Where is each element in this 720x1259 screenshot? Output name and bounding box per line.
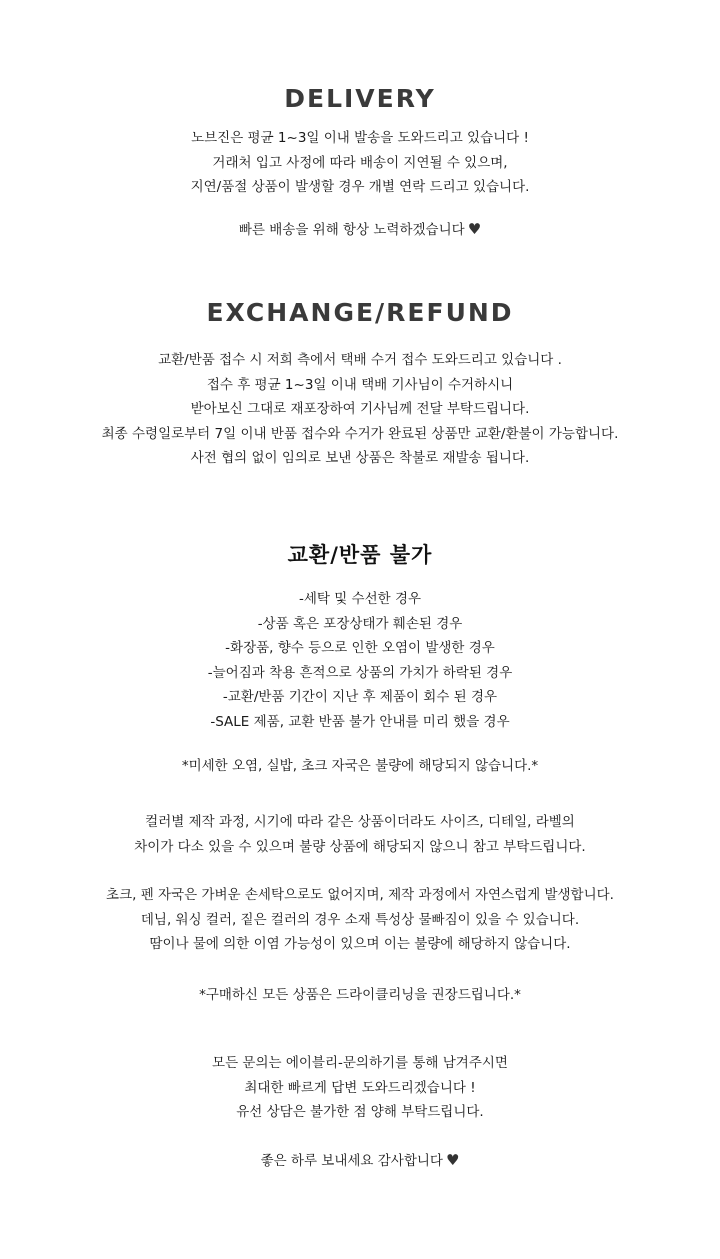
contact-line: 최대한 빠르게 답변 도와드리겠습니다 ! <box>244 1079 476 1096</box>
black-heart-icon: ♥ <box>467 220 482 238</box>
delivery-title: DELIVERY <box>284 84 436 113</box>
no-return-case: -SALE 제품, 교환 반품 불가 안내를 미리 했을 경우 <box>210 713 510 730</box>
care-line: 초크, 펜 자국은 가벼운 손세탁으로도 없어지며, 제작 과정에서 자연스럽게 발생합니다. <box>106 887 614 903</box>
no-return-cases <box>0 587 720 734</box>
care-line: 데님, 워싱 컬러, 짙은 컬러의 경우 소재 특성상 물빠짐이 있을 수 있습니다. <box>140 911 580 928</box>
delivery-line: 지연/품절 상품이 발생할 경우 개별 연락 드리고 있습니다. <box>190 179 530 195</box>
variation-paragraph <box>0 810 720 859</box>
no-return-title: 교환/반품 불가 <box>287 543 433 567</box>
no-return-case: -늘어짐과 착용 흔적으로 상품의 가치가 하락된 경우 <box>207 664 513 681</box>
delivery-closing-text: 빠른 배송을 위해 항상 노력하겠습니다 <box>238 222 465 238</box>
exchange-line: 받아보신 그대로 재포장하여 기사님께 전달 부탁드립니다. <box>190 401 530 417</box>
contact-line: 모든 문의는 에이블리-문의하기를 통해 남겨주시면 <box>212 1055 508 1071</box>
no-return-case: -세탁 및 수선한 경우 <box>298 591 422 607</box>
exchange-title: EXCHANGE/REFUND <box>206 298 514 327</box>
delivery-closing <box>0 217 720 243</box>
care-line: 땀이나 물에 의한 이염 가능성이 있으며 이는 불량에 해당하지 않습니다. <box>149 936 571 952</box>
defect-note <box>0 754 720 779</box>
contact-closing <box>0 1148 720 1174</box>
contact-line: 유선 상담은 불가한 점 양해 부탁드립니다. <box>236 1104 484 1120</box>
variation-line: 차이가 다소 있을 수 있으며 불량 상품에 해당되지 않으니 참고 부탁드립니다. <box>134 838 586 855</box>
defect-note-text: *미세한 오염, 실밥, 초크 자국은 불량에 해당되지 않습니다.* <box>181 758 539 774</box>
exchange-line: 최종 수령일로부터 7일 이내 반품 접수와 수거가 완료된 상품만 교환/환불이 가능합니다. <box>101 425 619 442</box>
black-heart-icon: ♥ <box>445 1151 460 1169</box>
no-return-case: -교환/반품 기간이 지난 후 제품이 회수 된 경우 <box>222 689 498 705</box>
care-paragraph <box>0 883 720 957</box>
variation-line: 컬러별 제작 과정, 시기에 따라 같은 상품이더라도 사이즈, 디테일, 라벨의 <box>145 814 575 830</box>
exchange-line: 사전 협의 없이 임의로 보낸 상품은 착불로 재발송 됩니다. <box>190 450 530 466</box>
exchange-text <box>0 348 720 471</box>
delivery-line: 거래처 입고 사정에 따라 배송이 지연될 수 있으며, <box>212 154 508 171</box>
exchange-line: 접수 후 평균 1~3일 이내 택배 기사님이 수거하시니 <box>206 376 514 393</box>
dry-clean-text: *구매하신 모든 상품은 드라이클리닝을 권장드립니다.* <box>199 987 521 1003</box>
delivery-text <box>0 126 720 200</box>
contact-text <box>0 1051 720 1125</box>
dry-clean-note <box>0 983 720 1008</box>
exchange-line: 교환/반품 접수 시 저희 측에서 택배 수거 접수 도와드리고 있습니다 . <box>158 352 562 368</box>
contact-closing-text: 좋은 하루 보내세요 감사합니다 <box>260 1153 443 1169</box>
no-return-case: -상품 혹은 포장상태가 훼손된 경우 <box>257 615 463 632</box>
no-return-case: -화장품, 향수 등으로 인한 오염이 발생한 경우 <box>225 640 495 656</box>
delivery-line: 노브진은 평균 1~3일 이내 발송을 도와드리고 있습니다 ! <box>191 130 529 146</box>
